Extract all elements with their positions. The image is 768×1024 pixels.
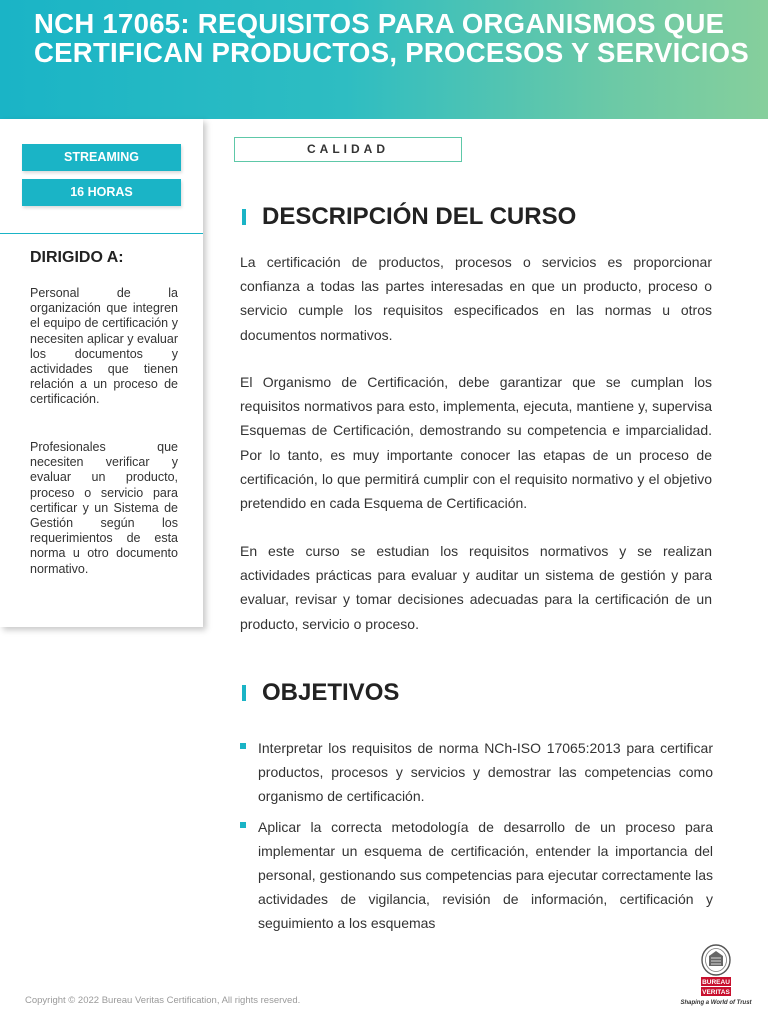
bureau-veritas-logo xyxy=(676,944,756,1010)
copyright-footer: Copyright © 2022 Bureau Veritas Certification, All rights reserved. xyxy=(25,995,301,1006)
bureau-veritas-seal-icon xyxy=(696,944,736,1000)
objective-text: Aplicar la correcta metodología de desarrollo de un proceso para implementar un esquema de certificación, entender la importancia del personal, gestionando sus competencias para ejecutar correctamente las actividades de vigilancia, revisión de información, certificación y seguimiento a los esquemas xyxy=(258,819,713,931)
logo-line-veritas: VERITAS xyxy=(702,989,730,996)
duration-badge: 16 HORAS xyxy=(22,179,181,206)
page-title: NCH 17065: REQUISITOS PARA ORGANISMOS QUE CERTIFICAN PRODUCTOS, PROCESOS Y SERVICIOS xyxy=(34,8,750,68)
description-paragraph: El Organismo de Certificación, debe garantizar que se cumplan los requisitos normativos para esto, implementa, ejecuta, mantiene y, supervisa Esquemas de Certificación, demostrando su competencia e imparcialidad. Por lo tanto, es muy importante conocer las etapas de un proceso de certificación, lo que permitirá cumplir con el requisito normativo y el objetivo pretendido en cada Esquema de Certificación. xyxy=(240,374,712,512)
square-bullet-icon xyxy=(240,743,246,749)
square-bullet-icon xyxy=(240,822,246,828)
description-heading-text: DESCRIPCIÓN DEL CURSO xyxy=(262,203,577,230)
description-paragraph: En este curso se estudian los requisitos normativos y se realizan actividades prácticas para evaluar y auditar un sistema de gestión y para evaluar, revisar y tomar decisiones adecuadas para la certificación de un producto, servicio o proceso. xyxy=(240,543,712,632)
audience-paragraph: Personal de la organización que integren el equipo de certificación y necesiten aplicar y evaluar los documentos y actividades que tienen relación a un proceso de certificación. xyxy=(30,286,178,407)
heading-accent-bar xyxy=(242,209,246,225)
heading-accent-bar xyxy=(242,685,246,701)
objective-text: Interpretar los requisitos de norma NCh-ISO 17065:2013 para certificar productos, procesos y servicios y demostrar las competencias como organismo de certificación. xyxy=(258,740,713,804)
objectives-heading-text: OBJETIVOS xyxy=(262,679,400,706)
category-tag: CALIDAD xyxy=(234,137,462,162)
audience-paragraph: Profesionales que necesiten verificar y evaluar un producto, proceso o servicio para certificar y un Sistema de Gestión según los requerimientos de esta norma u otro documento normativo. xyxy=(30,440,178,576)
page-header xyxy=(0,0,768,119)
sidebar-divider xyxy=(0,233,203,234)
audience-title: DIRIGIDO A: xyxy=(30,249,124,266)
modality-badge: STREAMING xyxy=(22,144,181,171)
logo-line-bureau: BUREAU xyxy=(702,979,730,986)
logo-tagline: Shaping a World of Trust xyxy=(680,1000,752,1006)
description-paragraph: La certificación de productos, procesos o servicios es proporcionar confianza a todas las partes interesadas en que un producto, proceso o servicio cumple los requisitos especificados en las normas u otros documentos normativos. xyxy=(240,254,712,343)
sidebar-card xyxy=(0,119,203,627)
